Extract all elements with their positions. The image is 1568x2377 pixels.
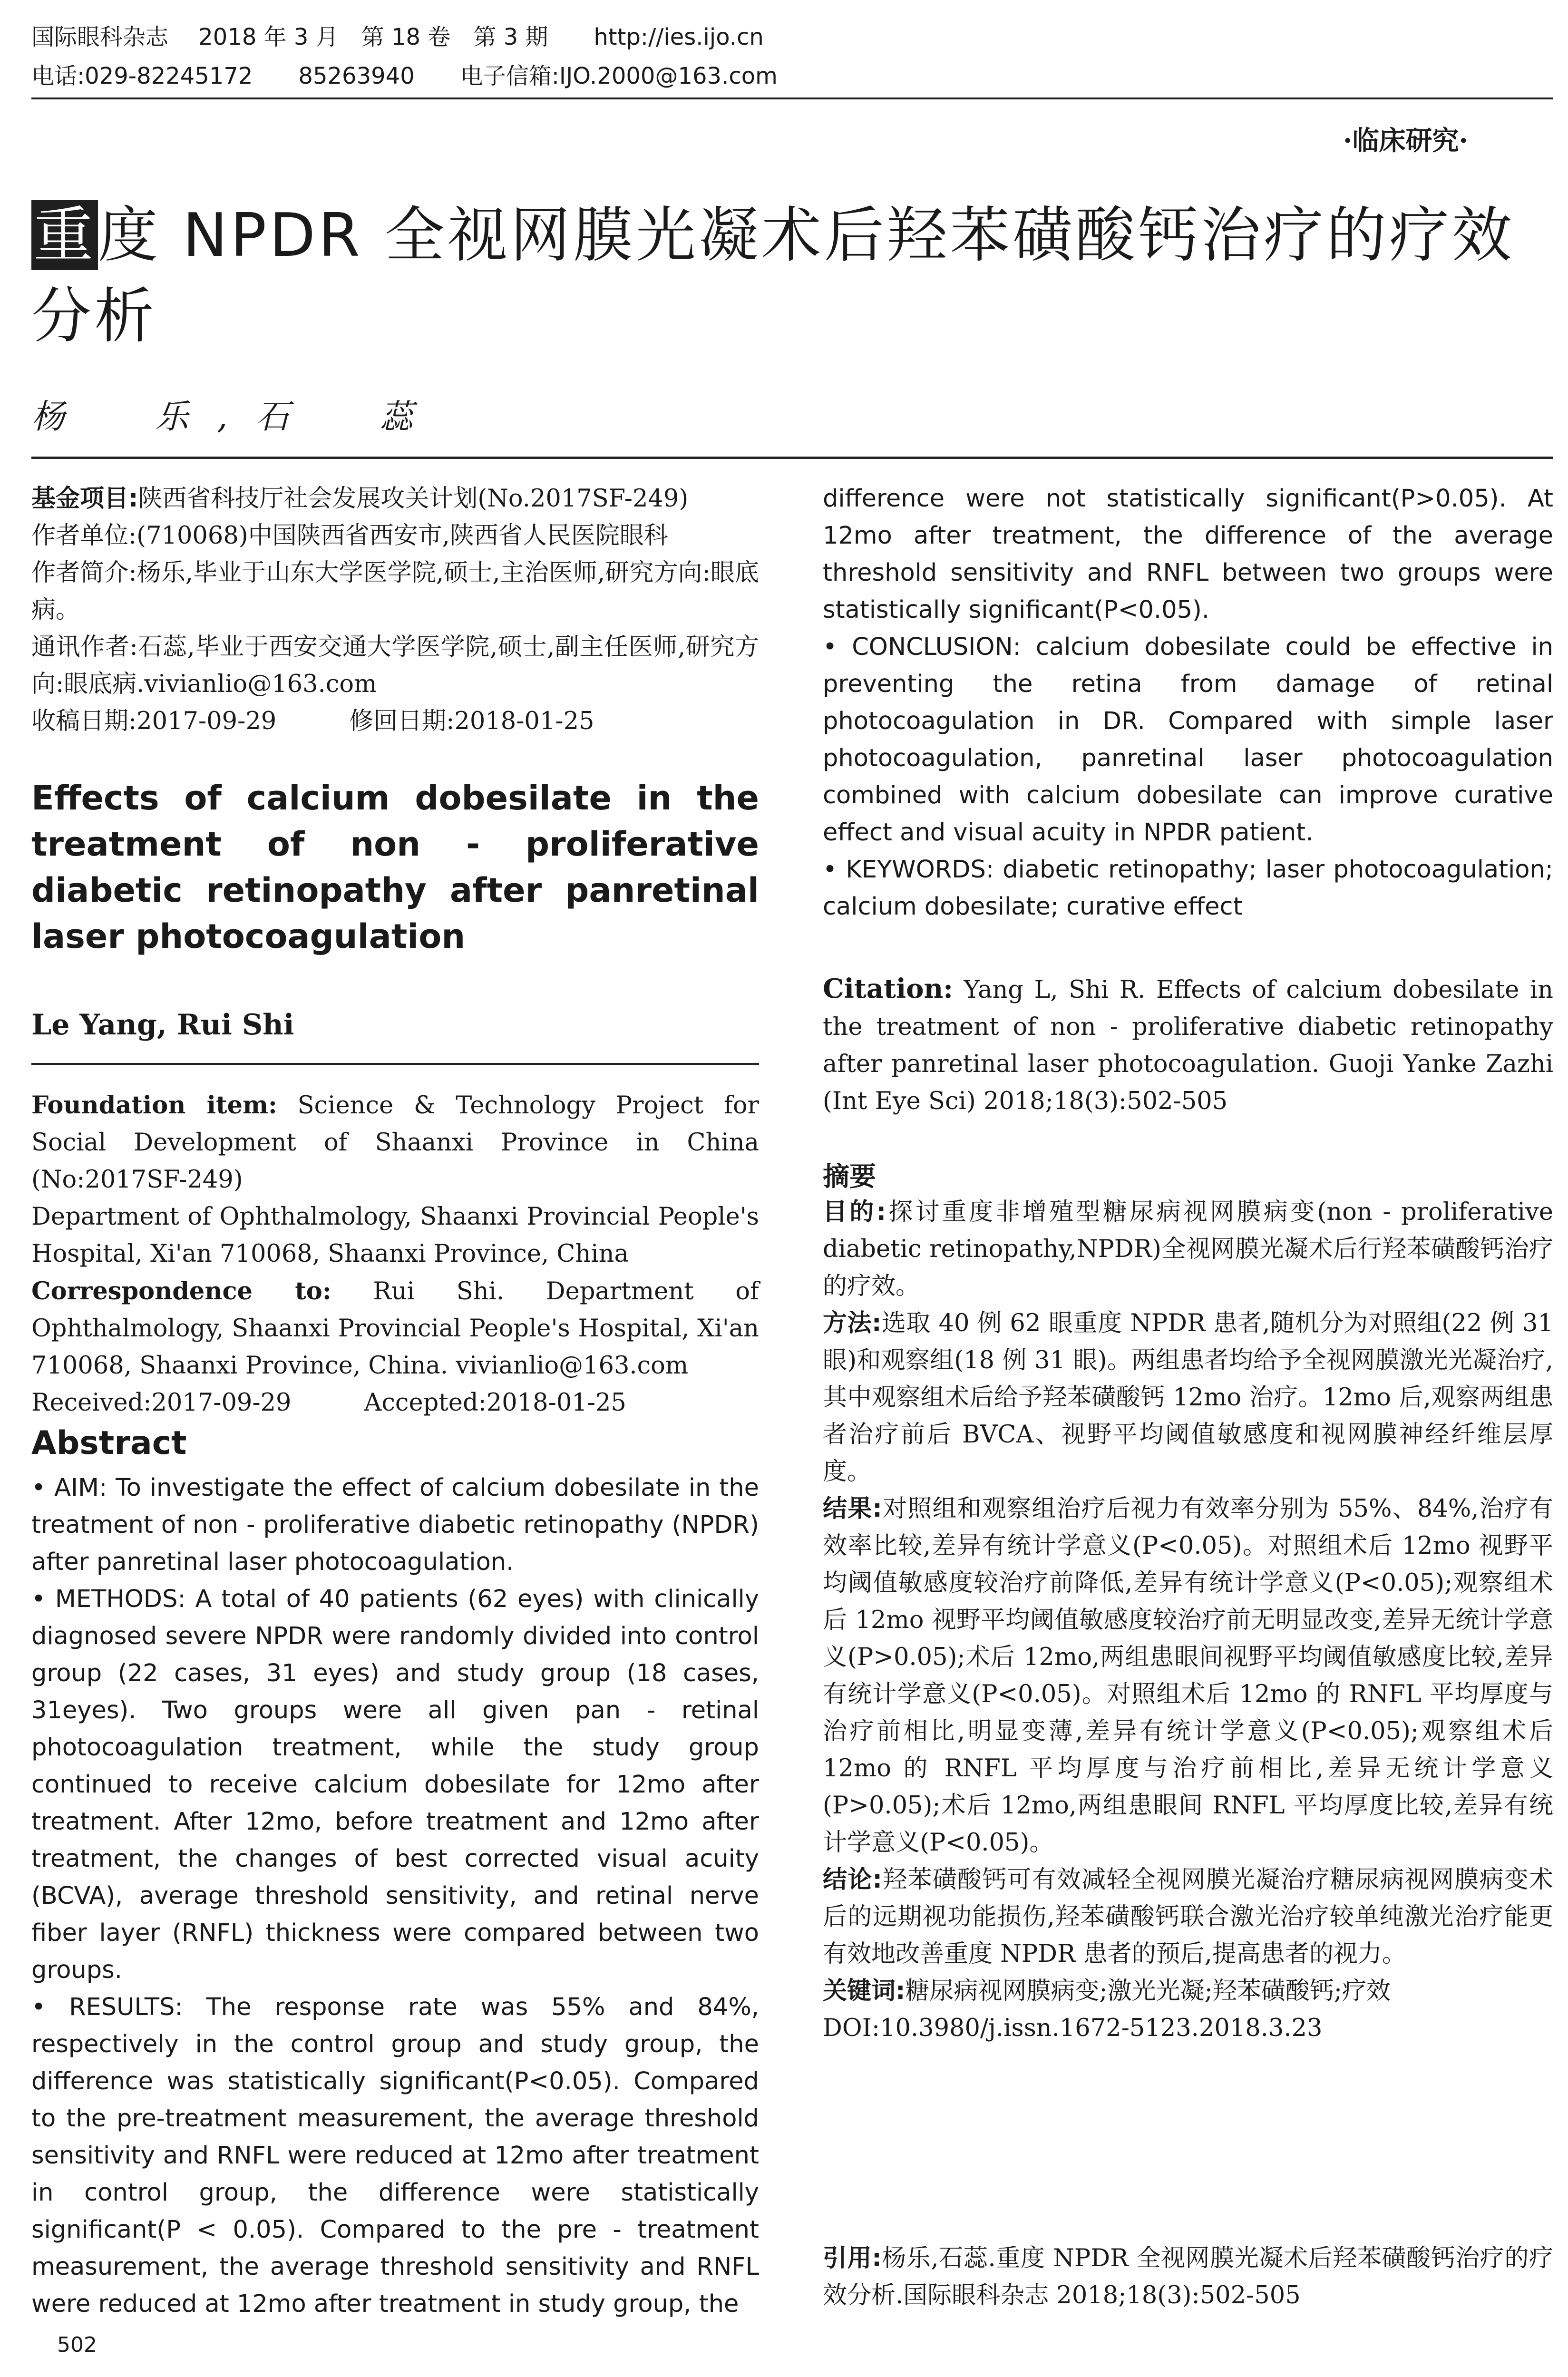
cn-keywords [823, 1973, 1553, 2010]
abstract-aim: • AIM: To investigate the effect of calcium dobesilate in the treatment of non - proliferative diabetic retinopathy (NPDR) after panretinal laser photocoagulation. [31, 1474, 759, 1576]
citation-label: Citation: [823, 973, 953, 1004]
fund-text: 陕西省科技厅社会发展攻关计划(No.2017SF-249) [138, 485, 689, 513]
abstract-conclusion: • CONCLUSION: calcium dobesilate could be effective in preventing the retina from damage of retinal photocoagulation in DR. Compared with simple laser photocoagulation, panretinal laser photocoagulation combined with calcium dobesilate can improve curative effect and visual acuity in NPDR patient. [823, 633, 1553, 847]
cn-keywords-text: 糖尿病视网膜病变;激光光凝;羟苯磺酸钙;疗效 [905, 1977, 1391, 2005]
abstract-body-right [823, 480, 1553, 925]
abstract-body-left [31, 1470, 759, 2323]
header-rule [31, 97, 1553, 99]
cn-aim [823, 1194, 1553, 1305]
foundation-label: Foundation item: [31, 1091, 277, 1120]
abstract-heading: Abstract [31, 1424, 187, 1462]
cn-results-label: 结果: [823, 1495, 882, 1523]
authors-rule [31, 1063, 759, 1065]
cn-abstract-body [823, 1194, 1553, 2047]
cn-methods-label: 方法: [823, 1309, 882, 1337]
received-line: Received:2017-09-29 Accepted:2018-01-25 [31, 1389, 626, 1417]
unit-line: 作者单位:(710068)中国陕西省西安市,陕西省人民医院眼科 [31, 522, 668, 550]
page-number: 502 [57, 2333, 97, 2357]
title-text: 度 NPDR 全视网膜光凝术后羟苯磺酸钙治疗的疗效分析 [31, 200, 1515, 351]
cn-citation-label: 引用: [823, 2244, 882, 2272]
authors-cn: 杨 乐,石 蕊 [31, 397, 442, 436]
foundation-text: Science & Technology Project for Social Development of Shaanxi Province in China (No:2017SF-249) [31, 1091, 759, 1194]
corr-line: 通讯作者:石蕊,毕业于西安交通大学医学院,硕士,副主任医师,研究方向:眼底病.vivianlio@163.com [31, 633, 759, 698]
running-header-line1: 国际眼科杂志 2018 年 3 月 第 18 卷 第 3 期 http://ies.ijo.cn [31, 24, 764, 50]
dept-line: Department of Ophthalmology, Shaanxi Provincial People's Hospital, Xi'an 710068, Shaanxi Province, China [31, 1203, 759, 1268]
citation-en [823, 970, 1553, 1120]
cn-conclusion [823, 1861, 1553, 1973]
english-title: Effects of calcium dobesilate in the treatment of non - proliferative diabetic retinopathy after panretinal laser photocoagulation [31, 779, 759, 956]
dates-line: 收稿日期:2017-09-29 修回日期:2018-01-25 [31, 707, 594, 735]
fund-label: 基金项目: [31, 485, 138, 513]
title-first-char: 重 [31, 200, 98, 270]
cn-results-text: 对照组和观察组治疗后视力有效率分别为 55%、84%,治疗有效率比较,差异有统计学意义(P<0.05)。对照组术后 12mo 视野平均阈值敏感度较治疗前降低,差异有统计学意义(P<0.05);观察组术后 12mo 视野平均阈值敏感度较治疗前无明显改变,差异无统计学意义(P>0.05);术后 12mo,两组患眼间视野平均阈值敏感度比较,差异有统计学意义(P<0.05)。对照组术后 12mo 的 RNFL 平均厚度与治疗前相比,明显变薄,差异有统计学意义(P<0.05);观察组术后 12mo 的 RNFL 平均厚度与治疗前相比,差异无统计学意义(P>0.05);术后 12mo,两组患眼间 RNFL 平均厚度比较,差异有统计学意义(P<0.05)。 [823, 1495, 1553, 1857]
cn-methods [823, 1305, 1553, 1490]
cn-aim-label: 目的: [823, 1198, 886, 1226]
section-tag: ·临床研究· [1343, 125, 1468, 156]
citation-text: Yang L, Shi R. Effects of calcium dobesilate in the treatment of non - proliferative diabetic retinopathy after panretinal laser photocoagulation. Guoji Yanke Zazhi (Int Eye Sci) 2018;18(3):502-505 [823, 976, 1553, 1115]
correspondence-label: Correspondence to: [31, 1277, 331, 1305]
cn-doi: DOI:10.3980/j.issn.1672-5123.2018.3.23 [823, 2014, 1323, 2042]
english-authors: Le Yang, Rui Shi [31, 1008, 294, 1042]
bio-line: 作者简介:杨乐,毕业于山东大学医学院,硕士,主治医师,研究方向:眼底病。 [31, 559, 759, 624]
front-matter-cn [31, 480, 759, 740]
front-matter-en [31, 1087, 759, 1422]
article-title [31, 195, 1553, 357]
correspondence-line [31, 1273, 759, 1384]
cn-citation [823, 2240, 1553, 2314]
abstract-results-cont: difference were not statistically significant(P>0.05). At 12mo after treatment, the difference of the average threshold sensitivity and RNFL between two groups were statistically significant(P<0.05). [823, 485, 1553, 624]
running-header-line2: 电话:029-82245172 85263940 电子信箱:IJO.2000@163.com [31, 63, 778, 89]
abstract-results: • RESULTS: The response rate was 55% and 84%, respectively in the control group and study group, the difference was statistically significant(P<0.05). Compared to the pre-treatment measurement, the average threshold sensitivity and RNFL were reduced at 12mo after treatment in control group, the difference were statistically significant(P < 0.05). Compared to the pre - treatment measurement, the average threshold sensitivity and RNFL were reduced at 12mo after treatment in study group, the [31, 1993, 759, 2318]
fund-line [31, 480, 759, 517]
cn-methods-text: 选取 40 例 62 眼重度 NPDR 患者,随机分为对照组(22 例 31 眼)和观察组(18 例 31 眼)。两组患者均给予全视网膜激光光凝治疗,其中观察组术后给予羟苯磺酸钙 12mo 治疗。12mo 后,观察两组患者治疗前后 BVCA、视野平均阈值敏感度和视网膜神经纤维层厚度。 [823, 1309, 1553, 1486]
cn-aim-text: 探讨重度非增殖型糖尿病视网膜病变(non - proliferative diabetic retinopathy,NPDR)全视网膜光凝术后行羟苯磺酸钙治疗的疗效。 [823, 1198, 1553, 1300]
abstract-keywords: • KEYWORDS: diabetic retinopathy; laser photocoagulation; calcium dobesilate; curative effect [823, 856, 1553, 921]
cn-conclusion-label: 结论: [823, 1866, 882, 1894]
correspondence-text: Rui Shi. Department of Ophthalmology, Shaanxi Provincial People's Hospital, Xi'an 710068, Shaanxi Province, China. vivianlio@163.com [31, 1277, 760, 1380]
cn-keywords-label: 关键词: [823, 1977, 906, 2005]
title-rule [31, 457, 1553, 459]
cn-abstract-heading: 摘要 [823, 1161, 876, 1192]
cn-citation-text: 杨乐,石蕊.重度 NPDR 全视网膜光凝术后羟苯磺酸钙治疗的疗效分析.国际眼科杂志 2018;18(3):502-505 [823, 2244, 1553, 2309]
cn-conclusion-text: 羟苯磺酸钙可有效减轻全视网膜光凝治疗糖尿病视网膜病变术后的远期视功能损伤,羟苯磺酸钙联合激光治疗较单纯激光治疗能更有效地改善重度 NPDR 患者的预后,提高患者的视力。 [823, 1866, 1553, 1968]
abstract-methods: • METHODS: A total of 40 patients (62 eyes) with clinically diagnosed severe NPDR were randomly divided into control group (22 cases, 31 eyes) and study group (18 cases, 31eyes). Two groups were all given pan - retinal photocoagulation treatment, while the study group continued to receive calcium dobesilate for 12mo after treatment. After 12mo, before treatment and 12mo after treatment, the changes of best corrected visual acuity (BCVA), average threshold sensitivity, and retinal nerve fiber layer (RNFL) thickness were compared between two groups. [31, 1585, 759, 1984]
cn-results [823, 1490, 1553, 1861]
foundation-line [31, 1087, 759, 1198]
